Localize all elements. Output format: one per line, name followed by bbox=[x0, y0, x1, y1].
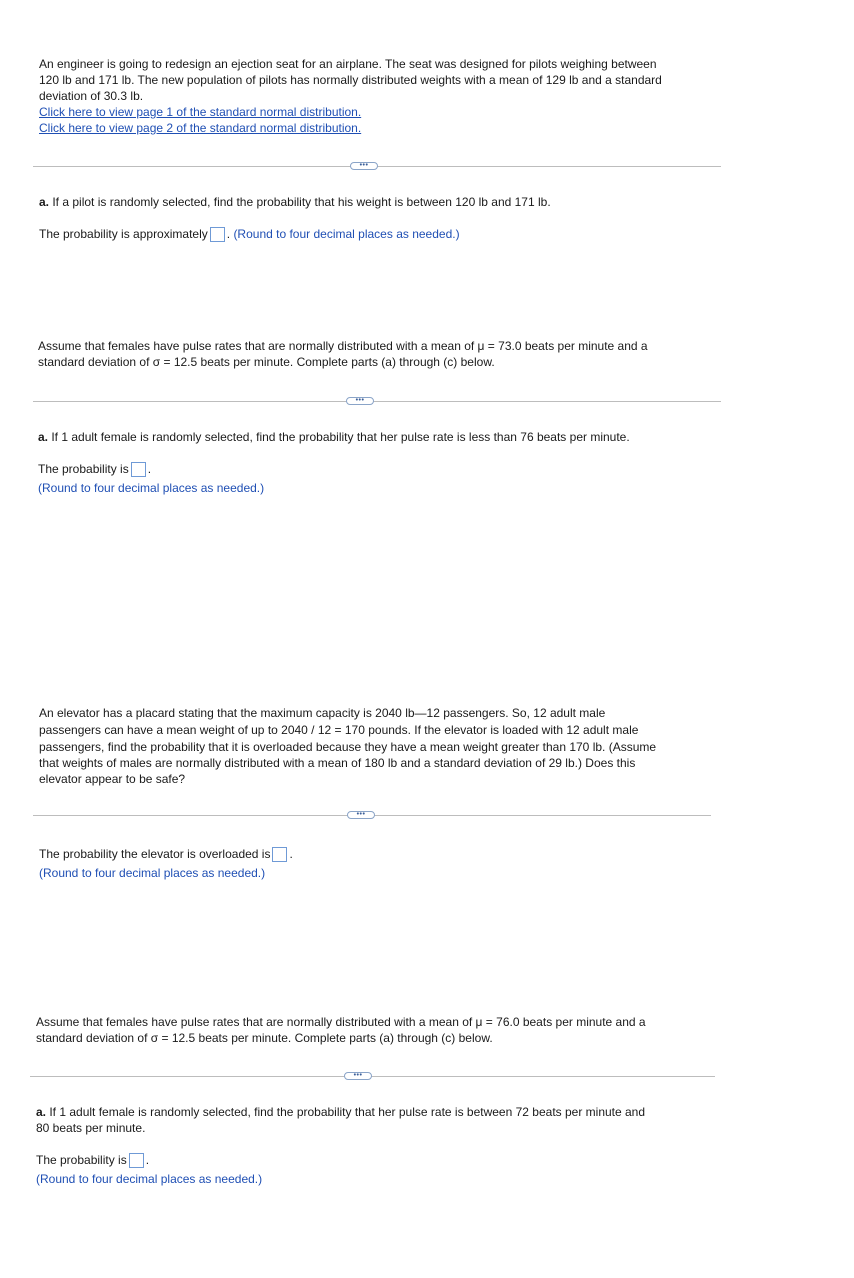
p2-intro-line-2: standard deviation of σ = 12.5 beats per minute. Complete parts (a) through (c) below. bbox=[38, 355, 495, 369]
p1-answer-input[interactable] bbox=[210, 227, 225, 242]
p4-question-line-2: 80 beats per minute. bbox=[36, 1121, 146, 1135]
p4-part-label: a. bbox=[36, 1105, 47, 1119]
p2-expand-button[interactable]: ••• bbox=[346, 397, 374, 405]
p4-question-text-1: If 1 adult female is randomly selected, find the probability that her pulse rate is between 72 beats per minute and bbox=[46, 1105, 646, 1119]
p4-answer-suffix: . bbox=[145, 1153, 150, 1167]
p1-intro-line-3: deviation of 30.3 lb. bbox=[39, 89, 144, 103]
p3-answer-input[interactable] bbox=[272, 847, 287, 862]
p4-answer-row bbox=[36, 1152, 149, 1168]
p3-intro-line-2: passengers can have a mean weight of up to 2040 / 12 = 170 pounds. If the elevator is loaded with 12 adult male bbox=[39, 723, 639, 737]
p2-hint: (Round to four decimal places as needed.) bbox=[38, 481, 265, 495]
p3-intro-line-3: passengers, find the probability that it is overloaded because they have a mean weight greater than 170 lb. (Assume bbox=[39, 740, 657, 754]
p4-intro-line-1: Assume that females have pulse rates that are normally distributed with a mean of μ = 76.0 beats per minute and a bbox=[36, 1015, 646, 1029]
p1-answer-prefix: The probability is approximately bbox=[39, 227, 208, 241]
p2-intro-line-1: Assume that females have pulse rates that are normally distributed with a mean of μ = 73.0 beats per minute and a bbox=[38, 339, 648, 353]
p3-intro-line-4: that weights of males are normally distributed with a mean of 180 lb and a standard deviation of 29 lb.) Does this bbox=[39, 756, 636, 770]
p1-answer-row bbox=[39, 226, 460, 242]
p1-expand-button[interactable]: ••• bbox=[350, 162, 378, 170]
p2-answer-row bbox=[38, 461, 151, 477]
p2-question-text: If 1 adult female is randomly selected, find the probability that her pulse rate is less than 76 beats per minute. bbox=[48, 430, 630, 444]
p2-question bbox=[38, 429, 630, 445]
p3-intro-line-5: elevator appear to be safe? bbox=[39, 772, 186, 786]
p2-answer-prefix: The probability is bbox=[38, 462, 129, 476]
p3-intro-line-1: An elevator has a placard stating that the maximum capacity is 2040 lb—12 passengers. So, 12 adult male bbox=[39, 706, 606, 720]
p2-part-label: a. bbox=[38, 430, 49, 444]
p1-part-label: a. bbox=[39, 195, 50, 209]
p4-answer-prefix: The probability is bbox=[36, 1153, 127, 1167]
p4-divider bbox=[30, 1076, 715, 1077]
p1-hint: (Round to four decimal places as needed.) bbox=[233, 227, 460, 241]
p4-hint: (Round to four decimal places as needed.) bbox=[36, 1172, 263, 1186]
p4-expand-button[interactable]: ••• bbox=[344, 1072, 372, 1080]
p4-answer-input[interactable] bbox=[129, 1153, 144, 1168]
p1-answer-suffix: . bbox=[226, 227, 231, 241]
p1-question bbox=[39, 194, 551, 210]
p1-intro-line-1: An engineer is going to redesign an ejection seat for an airplane. The seat was designed for pilots weighing between bbox=[39, 57, 657, 71]
p4-question-line-1 bbox=[36, 1104, 645, 1120]
p2-divider bbox=[33, 401, 721, 402]
p3-answer-prefix: The probability the elevator is overloaded is bbox=[39, 847, 271, 861]
p3-answer-row bbox=[39, 846, 293, 862]
p3-hint: (Round to four decimal places as needed.) bbox=[39, 866, 266, 880]
p2-answer-input[interactable] bbox=[131, 462, 146, 477]
p3-expand-button[interactable]: ••• bbox=[347, 811, 375, 819]
p1-intro-line-2: 120 lb and 171 lb. The new population of pilots has normally distributed weights with a mean of 129 lb and a standard bbox=[39, 73, 662, 87]
p1-question-text: If a pilot is randomly selected, find the probability that his weight is between 120 lb and 171 lb. bbox=[49, 195, 551, 209]
p3-answer-suffix: . bbox=[289, 847, 293, 861]
p2-answer-suffix: . bbox=[147, 462, 152, 476]
normal-table-page1-link[interactable]: Click here to view page 1 of the standard normal distribution. bbox=[39, 105, 362, 119]
normal-table-page2-link[interactable]: Click here to view page 2 of the standard normal distribution. bbox=[39, 121, 362, 135]
p4-intro-line-2: standard deviation of σ = 12.5 beats per minute. Complete parts (a) through (c) below. bbox=[36, 1031, 493, 1045]
